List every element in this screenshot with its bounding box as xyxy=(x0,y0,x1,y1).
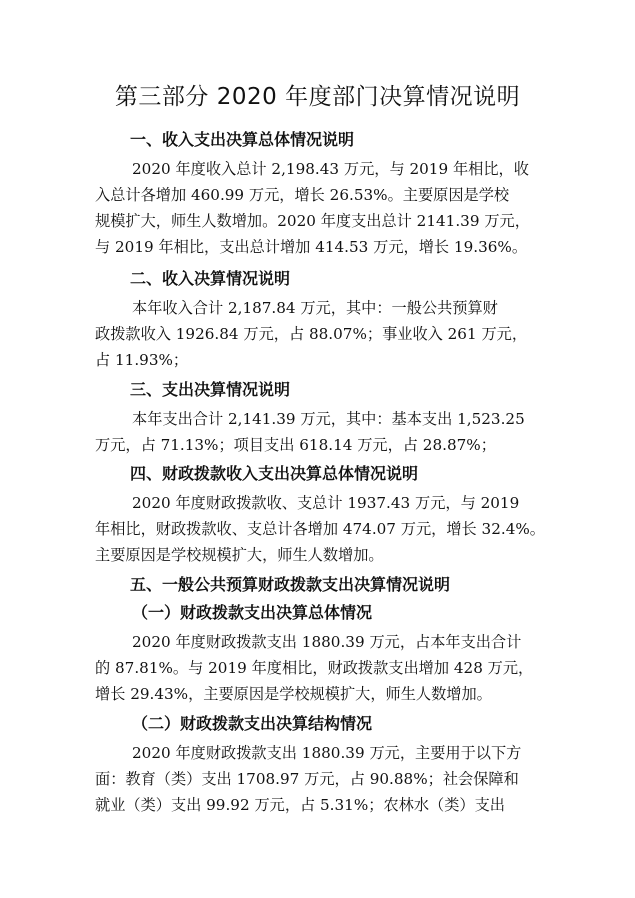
paragraph-line: 2020 年度财政拨款支出 1880.39 万元，占本年支出合计 xyxy=(132,633,522,651)
paragraph-line: 与 2019 年相比，支出总计增加 414.53 万元，增长 19.36%。 xyxy=(95,238,528,256)
section-heading-5: 五、一般公共预算财政拨款支出决算情况说明 xyxy=(130,575,451,594)
subsection-heading-5-1: （一）财政拨款支出决算总体情况 xyxy=(132,603,373,622)
paragraph-line: 政拨款收入 1926.84 万元，占 88.07%；事业收入 261 万元， xyxy=(95,325,528,343)
paragraph-line: 2020 年度财政拨款支出 1880.39 万元，主要用于以下方 xyxy=(132,744,522,762)
paragraph-line: 就业（类）支出 99.92 万元，占 5.31%；农林水（类）支出 xyxy=(95,796,505,814)
paragraph-line: 规模扩大，师生人数增加。2020 年度支出总计 2141.39 万元， xyxy=(95,212,530,230)
section-heading-4: 四、财政拨款收入支出决算总体情况说明 xyxy=(130,464,419,483)
section-heading-1: 一、收入支出决算总体情况说明 xyxy=(130,130,355,149)
paragraph-line: 2020 年度收入总计 2,198.43 万元，与 2019 年相比，收 xyxy=(132,160,529,178)
paragraph-line: 面：教育（类）支出 1708.97 万元，占 90.88%；社会保障和 xyxy=(95,770,519,788)
paragraph-line: 万元，占 71.13%；项目支出 618.14 万元，占 28.87%； xyxy=(95,436,496,454)
section-heading-3: 三、支出决算情况说明 xyxy=(130,380,291,399)
section-heading-2: 二、收入决算情况说明 xyxy=(130,269,291,288)
paragraph-line: 2020 年度财政拨款收、支总计 1937.43 万元，与 2019 xyxy=(132,494,520,512)
paragraph-line: 年相比，财政拨款收、支总计各增加 474.07 万元，增长 32.4%。 xyxy=(95,520,545,538)
paragraph-line: 增长 29.43%，主要原因是学校规模扩大，师生人数增加。 xyxy=(95,685,492,703)
paragraph-line: 本年支出合计 2,141.39 万元，其中：基本支出 1,523.25 xyxy=(132,410,525,428)
page-title: 第三部分 2020 年度部门决算情况说明 xyxy=(114,84,521,110)
paragraph-line: 入总计各增加 460.99 万元，增长 26.53%。主要原因是学校 xyxy=(95,186,510,204)
subsection-heading-5-2: （二）财政拨款支出决算结构情况 xyxy=(132,714,373,733)
paragraph-line: 的 87.81%。与 2019 年度相比，财政拨款支出增加 428 万元， xyxy=(95,659,534,677)
paragraph-line: 占 11.93%； xyxy=(95,351,189,369)
paragraph-line: 主要原因是学校规模扩大，师生人数增加。 xyxy=(95,546,384,564)
paragraph-line: 本年收入合计 2,187.84 万元，其中：一般公共预算财 xyxy=(132,299,498,317)
